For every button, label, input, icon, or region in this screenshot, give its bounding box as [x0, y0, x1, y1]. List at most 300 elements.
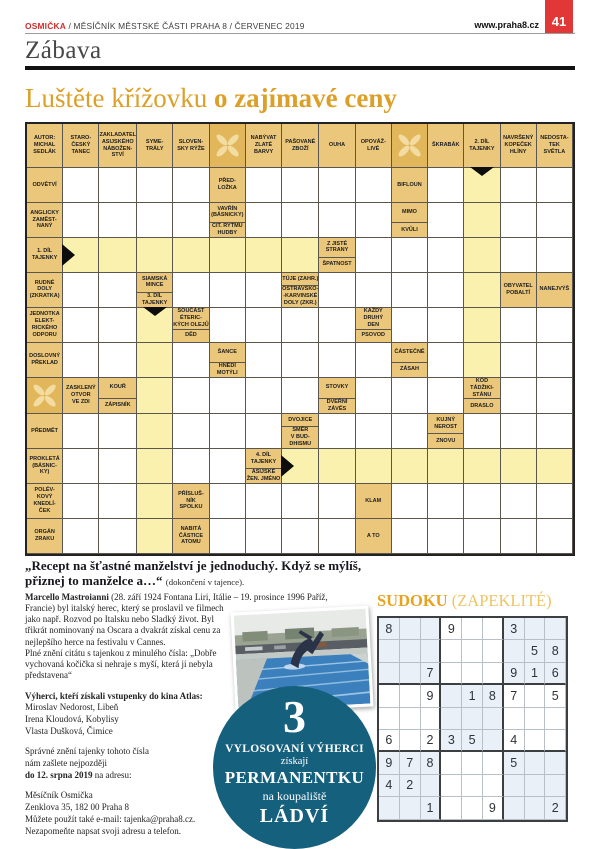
crossword-answer-cell[interactable]: [356, 168, 392, 203]
prize-circle: [213, 686, 376, 849]
crossword-clue-cell: DOSLOVNÝ PŘEKLAD: [27, 343, 63, 378]
crossword-answer-cell[interactable]: [210, 308, 246, 343]
tajenka-arrow-down-icon: [470, 167, 494, 176]
crossword-clue-cell: 4. DÍL TAJENKY ASIJSKÉ ŽEN. JMÉNO: [246, 449, 282, 484]
crossword-answer-cell[interactable]: [501, 519, 537, 554]
submission-after: na adresu:: [92, 769, 132, 780]
crossword-clue-cell: ODVĚTVÍ: [27, 168, 63, 203]
page-title: [25, 83, 397, 114]
crossword-answer-cell[interactable]: [99, 414, 137, 449]
sudoku-empty-cell[interactable]: [421, 640, 442, 662]
sudoku-empty-cell[interactable]: [483, 752, 504, 774]
sudoku-given-cell: 6: [545, 663, 566, 685]
crossword-clue-cell: SLOVEN- SKY RÝŽE: [173, 124, 209, 168]
crossword-answer-cell-highlighted[interactable]: [464, 308, 500, 343]
crossword-clue-cell: KOUŘ ZÁPISNÍK: [99, 378, 137, 414]
crossword-answer-cell[interactable]: [501, 414, 537, 449]
crossword-answer-cell[interactable]: [428, 273, 464, 308]
crossword-clue-cell: PŘED- LOŽKA: [210, 168, 246, 203]
crossword-answer-cell-highlighted[interactable]: [282, 449, 319, 484]
crossword-clue-cell: NANEJVÝŠ: [537, 273, 573, 308]
crossword-answer-cell[interactable]: [99, 449, 137, 484]
crossword-answer-cell[interactable]: [392, 484, 428, 519]
crossword-answer-cell[interactable]: [246, 414, 282, 449]
sudoku-empty-cell[interactable]: [545, 618, 566, 640]
section-title: Zábava: [25, 37, 102, 64]
person-name: Marcello Mastroianni: [25, 591, 109, 602]
sudoku-empty-cell[interactable]: [400, 640, 421, 662]
crossword-answer-cell[interactable]: [501, 343, 537, 378]
crossword-answer-cell[interactable]: [246, 168, 282, 203]
sudoku-given-cell: 7: [400, 752, 421, 774]
crossword-clue-cell: Z JISTÉ STRANY ŠPATNOST: [319, 238, 355, 273]
crossword-answer-cell[interactable]: [428, 238, 464, 273]
address-block: [25, 790, 245, 837]
crossword-answer-cell[interactable]: [210, 414, 246, 449]
sudoku-empty-cell[interactable]: [525, 797, 546, 819]
sudoku-empty-cell[interactable]: [504, 775, 525, 797]
flower-icon: [212, 126, 243, 165]
crossword-answer-cell-highlighted[interactable]: [464, 168, 500, 203]
sudoku-title-main: SUDOKU: [377, 591, 448, 610]
crossword-answer-cell[interactable]: [99, 308, 137, 343]
sudoku-given-cell: 8: [379, 618, 400, 640]
sudoku-empty-cell[interactable]: [483, 708, 504, 730]
crossword-answer-cell[interactable]: [501, 168, 537, 203]
submission-block: [25, 746, 235, 781]
masthead-text: / MĚSÍČNÍK MĚSTSKÉ ČÁSTI PRAHA 8 / ČERVENEC 2019: [65, 21, 305, 31]
crossword-clue-cell: KUJNÝ NEROST ZNOVU: [428, 414, 464, 449]
submission-line1: Správné znění tajenky tohoto čísla: [25, 746, 149, 757]
crossword-answer-cell[interactable]: [282, 343, 319, 378]
crossword-answer-cell-highlighted[interactable]: [282, 238, 319, 273]
crossword-answer-cell-highlighted[interactable]: [464, 203, 500, 238]
sudoku-empty-cell[interactable]: [525, 708, 546, 730]
sudoku-empty-cell[interactable]: [421, 708, 442, 730]
sudoku-given-cell: 2: [545, 797, 566, 819]
crossword-answer-cell-highlighted[interactable]: [137, 414, 173, 449]
crossword-answer-cell-highlighted[interactable]: [137, 343, 173, 378]
crossword-answer-cell[interactable]: [501, 203, 537, 238]
crossword-answer-cell[interactable]: [246, 343, 282, 378]
crossword-clue-cell: RUDNÉ DOLY (ZKRATKA): [27, 273, 63, 308]
crossword-answer-cell-highlighted[interactable]: [173, 238, 209, 273]
sudoku-empty-cell[interactable]: [462, 775, 483, 797]
crossword-answer-cell[interactable]: [319, 203, 355, 238]
crossword-answer-cell[interactable]: [428, 308, 464, 343]
sudoku-empty-cell[interactable]: [421, 775, 442, 797]
sudoku-empty-cell[interactable]: [400, 618, 421, 640]
sudoku-empty-cell[interactable]: [400, 797, 421, 819]
crossword-clue-cell: PAŠOVANÉ ZBOŽÍ: [282, 124, 319, 168]
sudoku-empty-cell[interactable]: [545, 775, 566, 797]
crossword-answer-cell[interactable]: [282, 378, 319, 414]
crossword-answer-cell[interactable]: [282, 308, 319, 343]
crossword-clue-cell: ČÁSTEČNĚ ZÁSAH: [392, 343, 428, 378]
crossword-answer-cell[interactable]: [99, 519, 137, 554]
crossword-answer-cell-highlighted[interactable]: [537, 449, 573, 484]
sudoku-grid: [377, 616, 568, 822]
crossword-clue-cell: STARO- ČESKÝ TANEC: [63, 124, 99, 168]
crossword-answer-cell[interactable]: [319, 414, 355, 449]
crossword-answer-cell-highlighted[interactable]: [501, 449, 537, 484]
prize-line2: získají: [280, 756, 309, 767]
flower-icon: [394, 126, 425, 165]
crossword-answer-cell[interactable]: [428, 203, 464, 238]
sudoku-given-cell: 1: [462, 685, 483, 707]
prize-line5: LÁDVÍ: [259, 805, 330, 827]
tajenka-arrow-right-icon: [62, 244, 75, 266]
crossword-answer-cell[interactable]: [99, 168, 137, 203]
crossword-answer-cell[interactable]: [173, 273, 209, 308]
crossword-answer-cell-highlighted[interactable]: [392, 449, 428, 484]
crossword-answer-cell[interactable]: [246, 519, 282, 554]
sudoku-empty-cell[interactable]: [483, 640, 504, 662]
crossword-answer-cell[interactable]: [246, 308, 282, 343]
crossword-answer-cell[interactable]: [319, 519, 355, 554]
crossword-clue-cell: ŠANCE HNĚDÍ MOTÝLI: [210, 343, 246, 378]
crossword-answer-cell-highlighted[interactable]: [428, 449, 464, 484]
crossword-answer-cell[interactable]: [63, 484, 99, 519]
sudoku-given-cell: 2: [400, 775, 421, 797]
crossword-answer-cell-highlighted[interactable]: [319, 449, 355, 484]
prize-line3: PERMANENTKU: [224, 768, 365, 787]
sudoku-empty-cell[interactable]: [504, 640, 525, 662]
crossword-answer-cell[interactable]: [282, 519, 319, 554]
crossword-answer-cell[interactable]: [319, 484, 355, 519]
crossword-answer-cell[interactable]: [173, 168, 209, 203]
sudoku-given-cell: 4: [504, 730, 525, 752]
prize-line4: na koupaliště: [262, 789, 327, 803]
crossword-clue-cell: VAVŘÍN (BÁSNICKY) CIT. RYTMU HUDBY: [210, 203, 246, 238]
sudoku-empty-cell[interactable]: [525, 752, 546, 774]
website-url: www.praha8.cz: [474, 20, 539, 30]
crossword-answer-cell[interactable]: [428, 378, 464, 414]
crossword-answer-cell[interactable]: [319, 273, 355, 308]
crossword-answer-cell-highlighted[interactable]: [137, 484, 173, 519]
sudoku-empty-cell[interactable]: [462, 708, 483, 730]
sudoku-empty-cell[interactable]: [462, 752, 483, 774]
sudoku-given-cell: 8: [421, 752, 442, 774]
sudoku-given-cell: 5: [504, 752, 525, 774]
sudoku-empty-cell[interactable]: [462, 640, 483, 662]
crossword-answer-cell[interactable]: [210, 519, 246, 554]
sudoku-empty-cell[interactable]: [545, 708, 566, 730]
crossword-answer-cell[interactable]: [392, 519, 428, 554]
section-divider: [25, 66, 575, 70]
sudoku-empty-cell[interactable]: [400, 663, 421, 685]
crossword-answer-cell[interactable]: [210, 273, 246, 308]
sudoku-given-cell: 9: [441, 618, 462, 640]
crossword-answer-cell[interactable]: [428, 168, 464, 203]
crossword-answer-cell-highlighted[interactable]: [246, 238, 282, 273]
crossword-answer-cell-highlighted[interactable]: [99, 238, 137, 273]
crossword-answer-cell[interactable]: [246, 203, 282, 238]
crossword-answer-cell[interactable]: [356, 238, 392, 273]
crossword-answer-cell[interactable]: [137, 168, 173, 203]
crossword-clue-cell: TÚJE (ZAHR.) OSTRAVSKO- -KARVINSKÉ DOLY (ZKR.): [282, 273, 319, 308]
sudoku-empty-cell[interactable]: [441, 640, 462, 662]
crossword-answer-cell[interactable]: [537, 519, 573, 554]
sudoku-given-cell: 6: [379, 730, 400, 752]
crossword-answer-cell[interactable]: [246, 273, 282, 308]
sudoku-given-cell: 7: [421, 663, 442, 685]
sudoku-empty-cell[interactable]: [441, 663, 462, 685]
sudoku-empty-cell[interactable]: [400, 708, 421, 730]
sudoku-given-cell: 3: [504, 618, 525, 640]
crossword-clue-cell: DVOJICE SMĚR V BUD- DHISMU: [282, 414, 319, 449]
crossword-answer-cell-highlighted[interactable]: [137, 378, 173, 414]
crossword-answer-cell-highlighted[interactable]: [137, 308, 173, 343]
crossword-answer-cell-highlighted[interactable]: [63, 238, 99, 273]
crossword-answer-cell-highlighted[interactable]: [464, 273, 500, 308]
crossword-answer-cell[interactable]: [282, 484, 319, 519]
address-line: Můžete použít také e-mail: tajenka@praha8.cz.: [25, 813, 196, 824]
sudoku-empty-cell[interactable]: [525, 685, 546, 707]
sudoku-empty-cell[interactable]: [483, 618, 504, 640]
crossword-answer-cell[interactable]: [537, 308, 573, 343]
sudoku-empty-cell[interactable]: [441, 797, 462, 819]
sudoku-empty-cell[interactable]: [483, 663, 504, 685]
crossword-answer-cell-highlighted[interactable]: [137, 238, 173, 273]
sudoku-given-cell: 1: [421, 797, 442, 819]
crossword-answer-cell[interactable]: [501, 308, 537, 343]
crossword-answer-cell[interactable]: [537, 343, 573, 378]
sudoku-empty-cell[interactable]: [462, 797, 483, 819]
crossword-answer-cell-highlighted[interactable]: [356, 449, 392, 484]
crossword-answer-cell[interactable]: [282, 168, 319, 203]
crossword-ornament-cell: [392, 124, 428, 168]
sudoku-empty-cell[interactable]: [545, 730, 566, 752]
sudoku-empty-cell[interactable]: [462, 618, 483, 640]
prize-line1: VYLOSOVANÍ VÝHERCI: [225, 743, 364, 755]
sudoku-empty-cell[interactable]: [504, 708, 525, 730]
crossword-answer-cell[interactable]: [428, 343, 464, 378]
crossword-quote-heading: [25, 558, 367, 589]
crossword-clue-cell: JEDNOTKA ELEKT- RICKÉHO ODPORU: [27, 308, 63, 343]
crossword-clue-cell: ZAKLADATEL ASIJSKÉHO NÁBOŽEN- STVÍ: [99, 124, 137, 168]
sudoku-empty-cell[interactable]: [504, 797, 525, 819]
crossword-clue-cell: SYME- TRÁLY: [137, 124, 173, 168]
crossword-answer-cell-highlighted[interactable]: [137, 519, 173, 554]
sudoku-given-cell: 8: [545, 640, 566, 662]
crossword-answer-cell[interactable]: [63, 519, 99, 554]
sudoku-empty-cell[interactable]: [400, 685, 421, 707]
crossword-answer-cell[interactable]: [428, 484, 464, 519]
crossword-clue-cell: PŘÍSLUŠ- NÍK SPOLKU: [173, 484, 209, 519]
sudoku-given-cell: 1: [525, 663, 546, 685]
sudoku-empty-cell[interactable]: [379, 685, 400, 707]
crossword-answer-cell[interactable]: [173, 343, 209, 378]
crossword-answer-cell[interactable]: [63, 343, 99, 378]
crossword-clue-cell: NABÝVAT ZLATÉ BARVY: [246, 124, 282, 168]
crossword-clue-cell: BIFLOUN: [392, 168, 428, 203]
sudoku-empty-cell[interactable]: [421, 618, 442, 640]
sudoku-empty-cell[interactable]: [441, 752, 462, 774]
brand-name: OSMIČKA: [25, 21, 66, 31]
crossword-clue-cell: OPOVÁŽ- LIVÉ: [356, 124, 392, 168]
crossword-answer-cell[interactable]: [392, 378, 428, 414]
crossword-answer-cell[interactable]: [537, 238, 573, 273]
masthead: [25, 21, 305, 31]
sudoku-empty-cell[interactable]: [379, 663, 400, 685]
crossword-answer-cell[interactable]: [173, 449, 209, 484]
crossword-answer-cell[interactable]: [428, 519, 464, 554]
crossword-answer-cell[interactable]: [210, 378, 246, 414]
crossword-answer-cell[interactable]: [537, 378, 573, 414]
crossword-answer-cell[interactable]: [464, 484, 500, 519]
crossword-clue-cell: ORGÁN ZRAKU: [27, 519, 63, 554]
crossword-answer-cell[interactable]: [63, 273, 99, 308]
crossword-answer-cell[interactable]: [63, 449, 99, 484]
crossword-answer-cell[interactable]: [537, 414, 573, 449]
crossword-answer-cell[interactable]: [392, 414, 428, 449]
crossword-clue-cell: 1. DÍL TAJENKY: [27, 238, 63, 273]
crossword-ornament-cell: [210, 124, 246, 168]
crossword-answer-cell-highlighted[interactable]: [137, 449, 173, 484]
winner-name: Irena Kloudová, Kobylisy: [25, 714, 119, 725]
address-line: Zenklova 35, 182 00 Praha 8: [25, 802, 129, 813]
crossword-clue-cell: MIMO KVŮLI: [392, 203, 428, 238]
crossword-answer-cell[interactable]: [356, 273, 392, 308]
crossword-answer-cell[interactable]: [63, 414, 99, 449]
sudoku-empty-cell[interactable]: [525, 730, 546, 752]
sudoku-empty-cell[interactable]: [441, 685, 462, 707]
crossword-clue-cell: NAVRŠENÝ KOPEČEK HLÍNY: [501, 124, 537, 168]
crossword-answer-cell[interactable]: [356, 378, 392, 414]
quote-note: (dokončení v tajence).: [165, 577, 245, 588]
crossword-answer-cell[interactable]: [501, 238, 537, 273]
crossword-answer-cell[interactable]: [537, 484, 573, 519]
crossword-answer-cell-highlighted[interactable]: [464, 343, 500, 378]
sudoku-empty-cell[interactable]: [483, 730, 504, 752]
crossword-grid: [25, 122, 575, 556]
sudoku-empty-cell[interactable]: [379, 640, 400, 662]
sudoku-empty-cell[interactable]: [545, 752, 566, 774]
sudoku-empty-cell[interactable]: [441, 775, 462, 797]
crossword-answer-cell[interactable]: [356, 343, 392, 378]
sudoku-given-cell: 9: [504, 663, 525, 685]
crossword-answer-cell-highlighted[interactable]: [464, 238, 500, 273]
crossword-answer-cell[interactable]: [464, 519, 500, 554]
crossword-answer-cell[interactable]: [537, 168, 573, 203]
sudoku-empty-cell[interactable]: [525, 618, 546, 640]
crossword-answer-cell[interactable]: [392, 273, 428, 308]
crossword-clue-cell: OUHA: [319, 124, 355, 168]
crossword-clue-cell: PROKLETÁ (BÁSNIC- KY): [27, 449, 63, 484]
crossword-answer-cell[interactable]: [173, 378, 209, 414]
crossword-clue-cell: KAŽDÝ DRUHÝ DEN PSOVOD: [356, 308, 392, 343]
sudoku-empty-cell[interactable]: [379, 708, 400, 730]
crossword-answer-cell[interactable]: [99, 203, 137, 238]
crossword-answer-cell-highlighted[interactable]: [210, 238, 246, 273]
crossword-answer-cell[interactable]: [319, 168, 355, 203]
crossword-answer-cell[interactable]: [246, 484, 282, 519]
sudoku-given-cell: 3: [441, 730, 462, 752]
crossword-answer-cell[interactable]: [392, 308, 428, 343]
sudoku-empty-cell[interactable]: [441, 708, 462, 730]
submission-deadline-line: [25, 770, 235, 782]
sudoku-given-cell: 9: [421, 685, 442, 707]
crossword-clue-cell: POLÉV- KOVÝ KNEDLÍ- ČEK: [27, 484, 63, 519]
sudoku-empty-cell[interactable]: [379, 797, 400, 819]
crossword-answer-cell[interactable]: [282, 203, 319, 238]
quote-text: „Recept na šťastné manželství je jednoduchý. Když se mýlíš, přiznej to manželce a…“: [25, 558, 362, 589]
crossword-answer-cell-highlighted[interactable]: [464, 449, 500, 484]
crossword-answer-cell[interactable]: [173, 203, 209, 238]
crossword-clue-cell: OBYVATEL POBALTÍ: [501, 273, 537, 308]
sudoku-given-cell: 2: [421, 730, 442, 752]
crossword-clue-cell: ŠKRABÁK: [428, 124, 464, 168]
crossword-clue-cell: ZASKLENÝ OTVOR VE ZDI: [63, 378, 99, 414]
submission-deadline: do 12. srpna 2019: [25, 769, 93, 780]
crossword-answer-cell[interactable]: [501, 484, 537, 519]
crossword-answer-cell[interactable]: [356, 414, 392, 449]
bio-paragraph: Francie) byl italský herec, který se proslavil ve filmech jako např. Rozvod po Italsku nebo Sladký život. Byl třikrát nominovaný na Oscara a dvakrát získal cenu za nejlepšího herce na festivalu v Cannes.: [25, 602, 224, 647]
crossword-answer-cell[interactable]: [246, 378, 282, 414]
tajenka-arrow-down-icon: [143, 307, 167, 316]
crossword-answer-cell[interactable]: [210, 449, 246, 484]
crossword-answer-cell[interactable]: [319, 308, 355, 343]
sudoku-title-sub: (ZAPEKLITÉ): [447, 591, 552, 610]
address-line: Nezapomeňte napsat svoji adresu a telefon.: [25, 825, 181, 836]
crossword-answer-cell[interactable]: [356, 203, 392, 238]
crossword-answer-cell[interactable]: [319, 343, 355, 378]
crossword-answer-cell[interactable]: [210, 484, 246, 519]
prize-number: 3: [283, 691, 306, 742]
sudoku-title: [377, 591, 552, 611]
crossword-clue-cell: ANGLICKY ZAMĚST- NANÝ: [27, 203, 63, 238]
crossword-clue-cell: AUTOR: MICHAL SEDLÁK: [27, 124, 63, 168]
crossword-answer-cell[interactable]: [392, 238, 428, 273]
crossword-clue-cell: KLAM: [356, 484, 392, 519]
flower-icon: [29, 380, 60, 411]
sudoku-empty-cell[interactable]: [525, 775, 546, 797]
crossword-clue-cell: STOVKY DVEŘNÍ ZÁVĚS: [319, 378, 355, 414]
bio-line1-rest: (28. září 1924 Fontana Liri, Itálie – 19. prosince 1996 Paříž,: [108, 591, 328, 602]
sudoku-empty-cell[interactable]: [400, 730, 421, 752]
sudoku-empty-cell[interactable]: [483, 775, 504, 797]
sudoku-given-cell: 5: [545, 685, 566, 707]
crossword-answer-cell[interactable]: [137, 203, 173, 238]
sudoku-given-cell: 5: [525, 640, 546, 662]
crossword-clue-cell: NEDOSTA- TEK SVĚTLA: [537, 124, 573, 168]
crossword-answer-cell[interactable]: [501, 378, 537, 414]
tajenka-arrow-right-icon: [281, 455, 294, 477]
crossword-clue-cell: SOUČÁST ÉTERIC- KÝCH OLEJŮ DĚD: [173, 308, 209, 343]
crossword-answer-cell[interactable]: [63, 308, 99, 343]
page-number-badge: 41: [545, 0, 573, 33]
crossword-clue-cell: A TO: [356, 519, 392, 554]
submission-line2: nám zašlete nejpozději: [25, 758, 107, 769]
crossword-answer-cell[interactable]: [99, 273, 137, 308]
sudoku-empty-cell[interactable]: [462, 663, 483, 685]
crossword-answer-cell[interactable]: [63, 203, 99, 238]
address-line: Měsíčník Osmička: [25, 790, 93, 801]
winner-name: Vlasta Dušková, Čimice: [25, 725, 113, 736]
sudoku-given-cell: 9: [483, 797, 504, 819]
crossword-answer-cell[interactable]: [99, 343, 137, 378]
crossword-answer-cell[interactable]: [537, 203, 573, 238]
crossword-answer-cell[interactable]: [63, 168, 99, 203]
crossword-answer-cell[interactable]: [173, 414, 209, 449]
crossword-answer-cell[interactable]: [99, 484, 137, 519]
sudoku-given-cell: 4: [379, 775, 400, 797]
crossword-answer-cell[interactable]: [464, 414, 500, 449]
header-divider: [25, 33, 575, 34]
sudoku-given-cell: 9: [379, 752, 400, 774]
crossword-clue-cell: NABITÁ ČÁSTICE ATOMU: [173, 519, 209, 554]
